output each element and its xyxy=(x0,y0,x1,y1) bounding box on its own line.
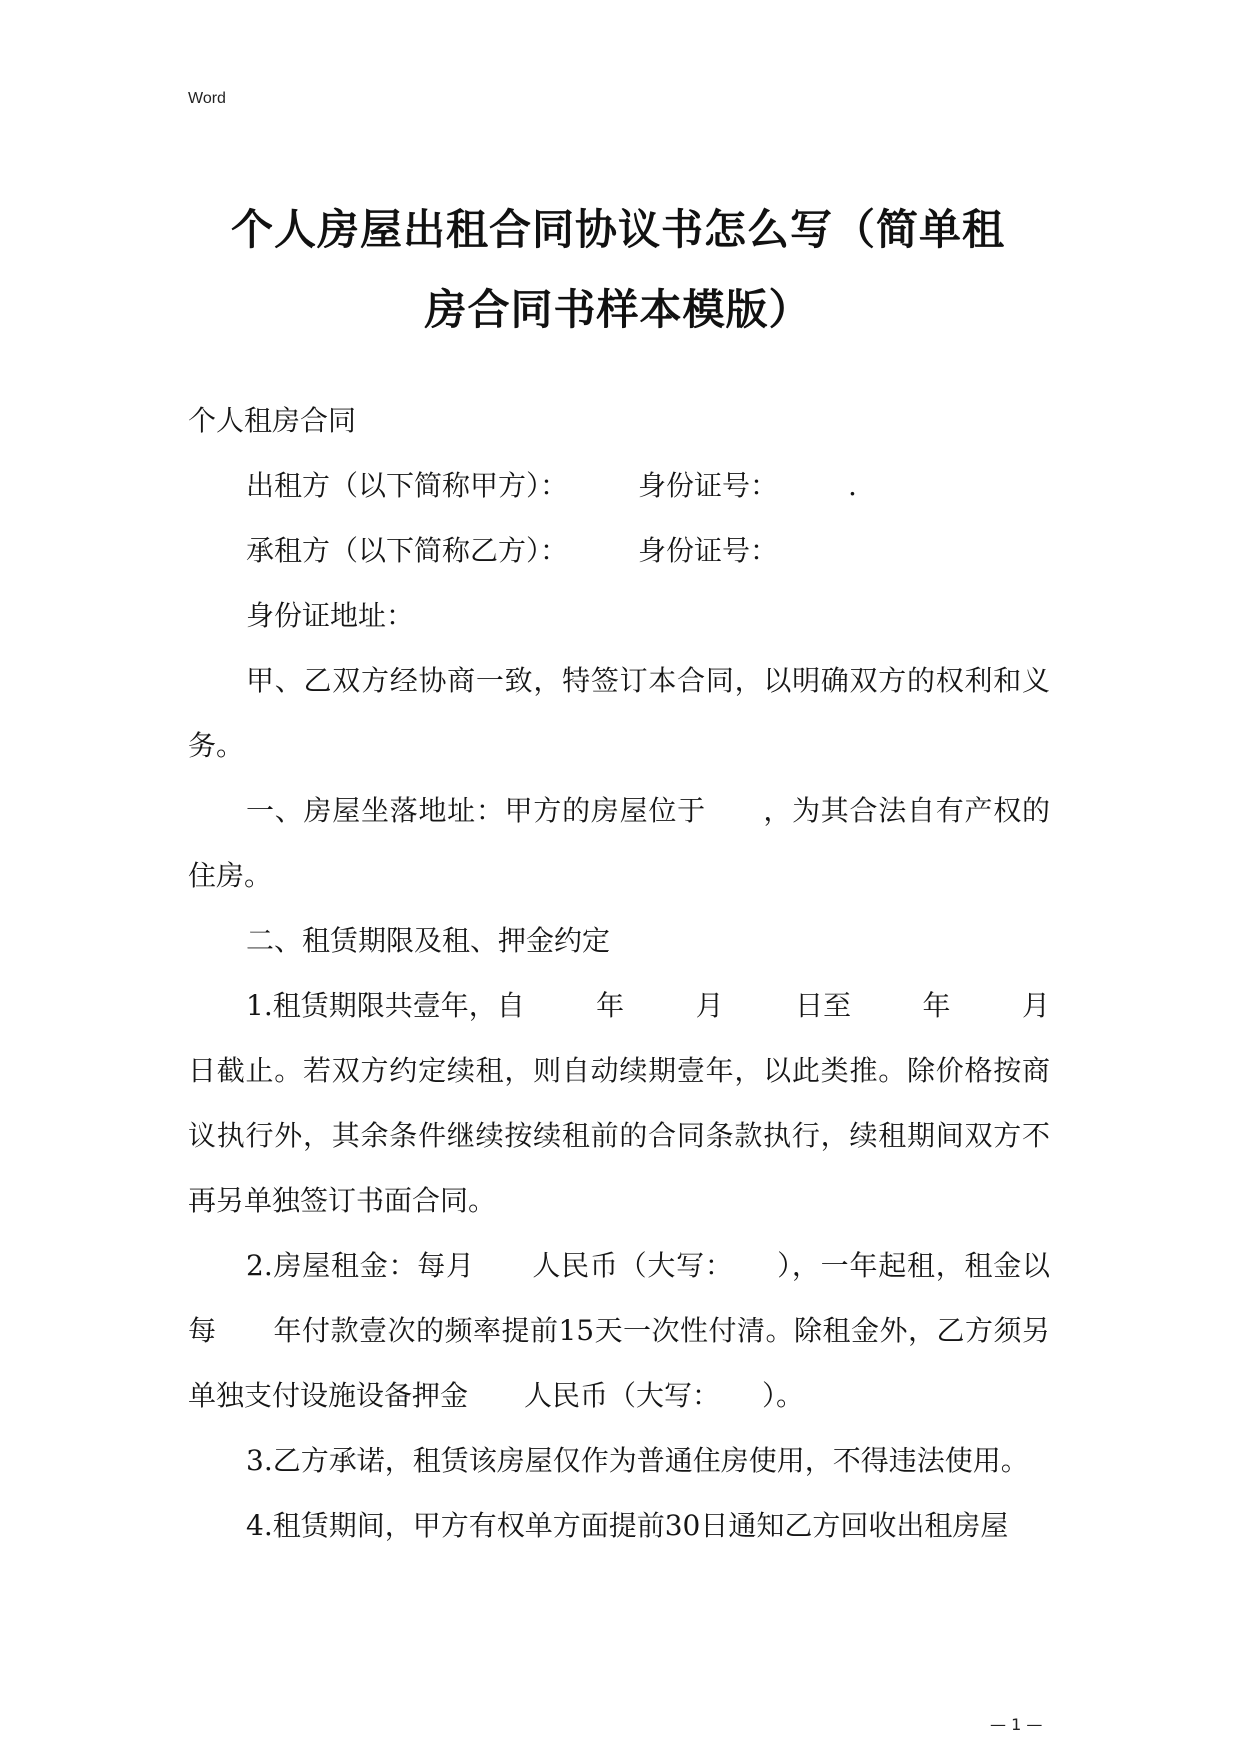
intro-paragraph: 甲、乙双方经协商一致，特签订本合同，以明确双方的权利和义务。 xyxy=(188,664,1050,762)
item-1-part: 1.租赁期限共壹年，自 xyxy=(246,989,525,1022)
document-body xyxy=(188,388,1050,1558)
document-header-label: Word xyxy=(188,90,226,107)
document-title xyxy=(188,190,1048,350)
item-1-continuation: 日截止。若双方约定续租，则自动续期壹年，以此类推。除价格按商议执行外，其余条件继续按续租前的合同条款执行，续租期间双方不再另单独签订书面合同。 xyxy=(188,1054,1050,1217)
item-1-part: 月 xyxy=(695,989,724,1022)
item-3-usage: 3.乙方承诺，租赁该房屋仅作为普通住房使用，不得违法使用。 xyxy=(246,1444,1029,1477)
title-line-2: 房合同书样本模版） xyxy=(424,285,812,334)
item-1-part: 月 xyxy=(1021,989,1050,1022)
lessor-line: 出租方（以下简称甲方）： 身份证号： . xyxy=(246,469,857,502)
title-line-1: 个人房屋出租合同协议书怎么写（简单租 xyxy=(230,205,1005,254)
clause-1-address: 一、房屋坐落地址：甲方的房屋位于 ，为其合法自有产权的住房。 xyxy=(188,794,1050,892)
lessee-line: 承租方（以下简称乙方）： 身份证号： xyxy=(246,534,779,567)
id-address-line: 身份证地址： xyxy=(246,599,415,632)
item-2-rent: 2.房屋租金：每月 人民币（大写： ），一年起租，租金以每 年付款壹次的频率提前15天一次性付清。除租金外，乙方须另单独支付设施设备押金 人民币（大写： ）。 xyxy=(188,1249,1050,1412)
contract-heading: 个人租房合同 xyxy=(188,404,357,437)
page-number: — 1 — xyxy=(990,1715,1043,1734)
item-1-part: 日至 xyxy=(795,989,852,1022)
item-1-date-line xyxy=(188,973,1050,1038)
item-1-part: 年 xyxy=(922,989,951,1022)
item-4-termination: 4.租赁期间，甲方有权单方面提前30日通知乙方回收出租房屋 xyxy=(246,1509,1009,1542)
clause-2-heading: 二、租赁期限及租、押金约定 xyxy=(246,924,611,957)
item-1-part: 年 xyxy=(596,989,625,1022)
